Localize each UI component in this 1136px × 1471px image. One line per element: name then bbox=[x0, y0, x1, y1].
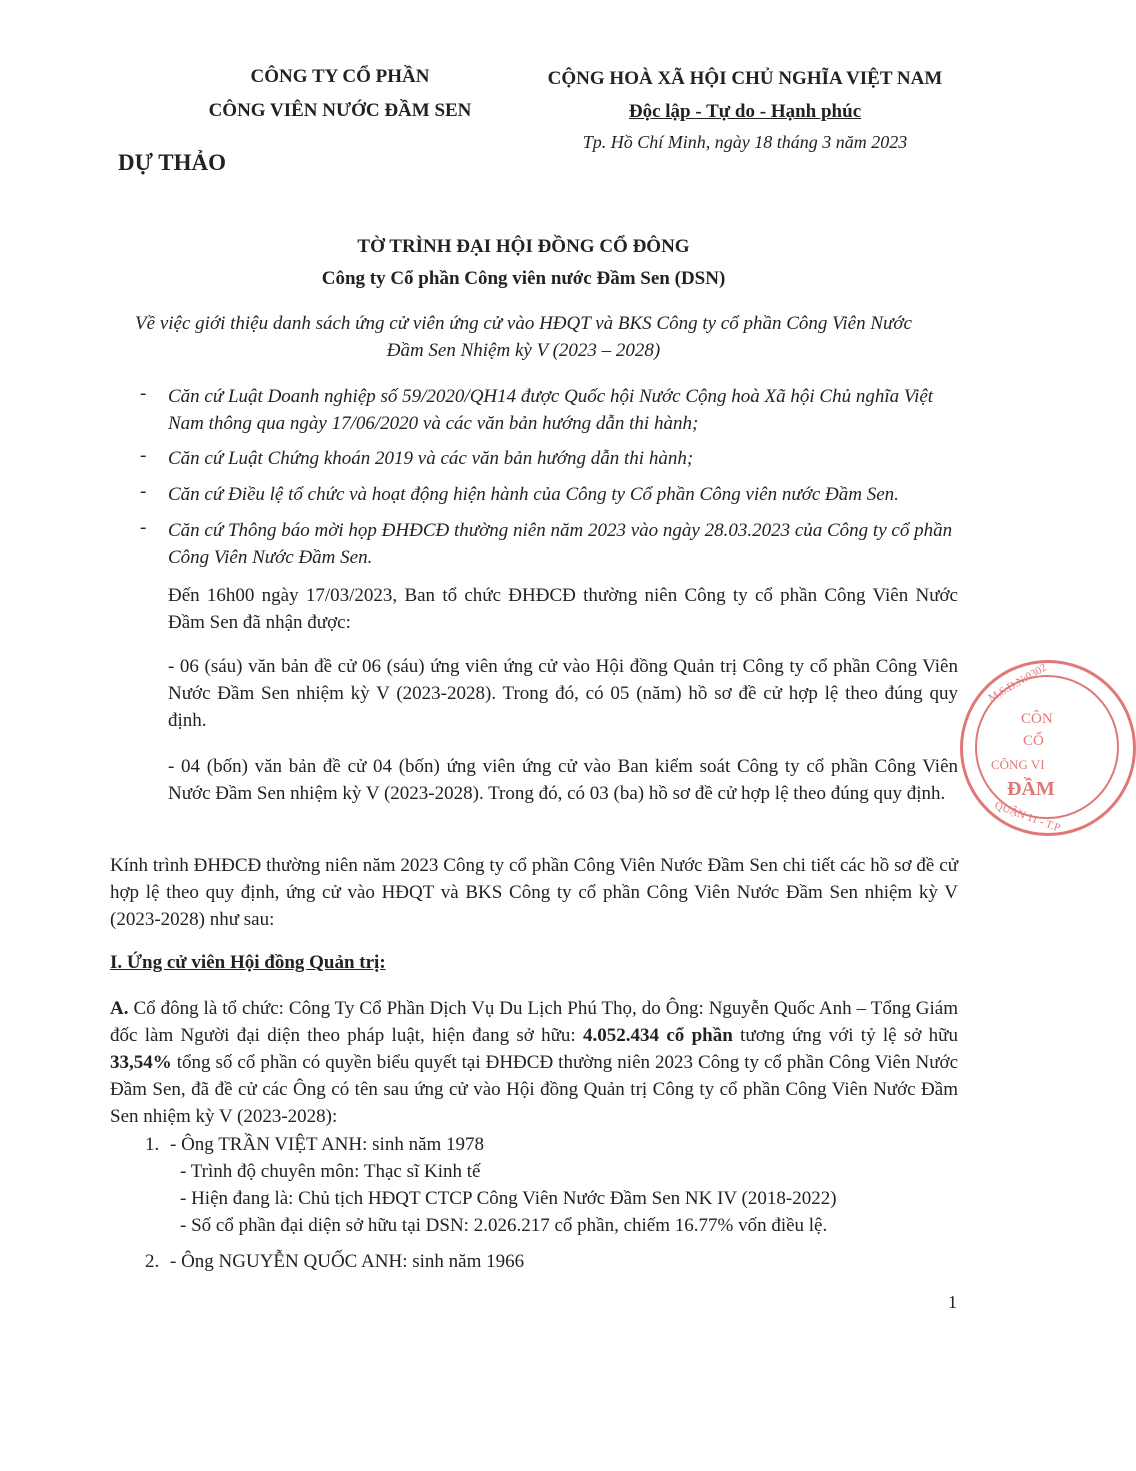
bullet-dash: - bbox=[140, 517, 147, 538]
subject-line2: Đầm Sen Nhiệm kỳ V (2023 – 2028) bbox=[386, 340, 661, 361]
date-place: Tp. Hồ Chí Minh, ngày 18 tháng 3 năm 2023 bbox=[582, 132, 908, 152]
shares-owned: 4.052.434 cổ phần bbox=[583, 1025, 733, 1046]
intro-paragraph: Đến 16h00 ngày 17/03/2023, Ban tổ chức ĐHĐCĐ thường niên Công ty cổ phần Công Viên Nước Đầm Sen đã nhận được: bbox=[168, 585, 958, 633]
seal-text-line3: CÔNG VI bbox=[991, 757, 1045, 772]
seal-text-line2: CỔ bbox=[1023, 733, 1044, 749]
motto: Độc lập - Tự do - Hạnh phúc bbox=[628, 101, 862, 122]
bullet-legal-basis-2: Căn cứ Luật Chứng khoán 2019 và các văn bản hướng dẫn thi hành; bbox=[168, 448, 694, 469]
company-name-line1: CÔNG TY CỔ PHẦN bbox=[250, 66, 430, 87]
candidate-1-position: - Hiện đang là: Chủ tịch HĐQT CTCP Công Viên Nước Đầm Sen NK IV (2018-2022) bbox=[180, 1188, 837, 1209]
bullet-legal-basis-1: Căn cứ Luật Doanh nghiệp số 59/2020/QH14 được Quốc hội Nước Cộng hoà Xã hội Chủ nghĩa Việt Nam thông qua ngày 17/06/2020 và các văn bản hướng dẫn thi hành; bbox=[168, 386, 934, 434]
document-title: TỜ TRÌNH ĐẠI HỘI ĐỒNG CỔ ĐÔNG bbox=[357, 236, 690, 257]
candidate-2-number: 2. bbox=[145, 1251, 160, 1272]
nation-title: CỘNG HOÀ XÃ HỘI CHỦ NGHĨA VIỆT NAM bbox=[547, 68, 943, 89]
bullet-legal-basis-3: Căn cứ Điều lệ tổ chức và hoạt động hiện hành của Công ty Cổ phần Công viên nước Đầm Sen. bbox=[168, 484, 899, 505]
page-number: 1 bbox=[948, 1292, 957, 1312]
document-subtitle: Công ty Cổ phần Công viên nước Đầm Sen (DSN) bbox=[321, 268, 726, 289]
supervisory-nomination-summary: - 04 (bốn) văn bản đề cử 04 (bốn) ứng viên ứng cử vào Ban kiểm soát Công ty cổ phần Công Viên Nước Đầm Sen nhiệm kỳ V (2023-2028). Trong đó, có 03 (ba) hồ sơ đề cử hợp lệ theo đúng quy định. bbox=[168, 756, 958, 804]
section-heading-board: I. Ứng cử viên Hội đồng Quản trị: bbox=[110, 952, 386, 973]
candidate-1-qualification: - Trình độ chuyên môn: Thạc sĩ Kinh tế bbox=[180, 1161, 481, 1182]
nominating-shareholder-paragraph bbox=[110, 995, 958, 1130]
bullet-dash: - bbox=[140, 383, 147, 404]
seal-text-top: M.S.D.N:0302 bbox=[986, 661, 1049, 705]
shareholder-text-2: tương ứng với tỷ lệ sở hữu bbox=[732, 1025, 958, 1046]
shareholder-text-3: tổng số cổ phần có quyền biểu quyết tại ĐHĐCĐ thường niên 2023 Công ty cổ phần Công Viên Nước Đầm Sen, đã đề cử các Ông có tên sau ứng cử vào Hội đồng Quản trị Công ty cổ phần Công Viên Nước Đầm Sen nhiệm kỳ V (2023-2028): bbox=[110, 1052, 958, 1127]
seal-text-bottom: QUẬN 11 - T.P bbox=[993, 799, 1062, 835]
bullet-dash: - bbox=[140, 481, 147, 502]
board-nomination-summary: - 06 (sáu) văn bản đề cử 06 (sáu) ứng viên ứng cử vào Hội đồng Quản trị Công ty cổ phần Công Viên Nước Đầm Sen nhiệm kỳ V (2023-2028). Trong đó, có 05 (năm) hồ sơ đề cử hợp lệ theo đúng quy định. bbox=[168, 656, 958, 731]
shareholder-text-1: Cổ đông là tổ chức: Công Ty Cổ Phần Dịch Vụ Du Lịch Phú Thọ, do Ông: Nguyễn Quốc Anh – Tổng Giám đốc làm Người đại diện theo pháp luật, hiện đang sở hữu: bbox=[110, 998, 958, 1046]
candidate-1-name: - Ông TRẦN VIỆT ANH: sinh năm 1978 bbox=[170, 1134, 485, 1155]
candidate-1-shares: - Số cổ phần đại diện sở hữu tại DSN: 2.026.217 cổ phần, chiếm 16.77% vốn điều lệ. bbox=[180, 1215, 828, 1236]
subject-line1: Về việc giới thiệu danh sách ứng cử viên ứng cử vào HĐQT và BKS Công ty cổ phần Công Viên Nước bbox=[135, 313, 912, 334]
company-seal-stamp bbox=[960, 660, 1136, 836]
bullet-legal-basis-4: Căn cứ Thông báo mời họp ĐHĐCĐ thường niên năm 2023 vào ngày 28.03.2023 của Công ty cổ phần Công Viên Nước Đầm Sen. bbox=[168, 520, 953, 568]
seal-text-line4: ĐẦM bbox=[1007, 778, 1055, 800]
bullet-dash: - bbox=[140, 445, 147, 466]
seal-text-line1: CÔN bbox=[1021, 711, 1053, 727]
candidate-1-number: 1. bbox=[145, 1134, 160, 1155]
draft-label: DỰ THẢO bbox=[118, 150, 226, 175]
item-label-a: A. bbox=[110, 998, 129, 1019]
request-paragraph: Kính trình ĐHĐCĐ thường niên năm 2023 Công ty cổ phần Công Viên Nước Đầm Sen chi tiết các hồ sơ đề cử hợp lệ theo quy định, ứng cử vào HĐQT và BKS Công ty cổ phần Công Viên Nước Đầm Sen nhiệm kỳ V (2023-2028) như sau: bbox=[110, 855, 958, 930]
candidate-2-name: - Ông NGUYỄN QUỐC ANH: sinh năm 1966 bbox=[170, 1251, 525, 1272]
company-name-line2: CÔNG VIÊN NƯỚC ĐẦM SEN bbox=[208, 100, 472, 121]
ownership-percentage: 33,54% bbox=[110, 1052, 172, 1073]
